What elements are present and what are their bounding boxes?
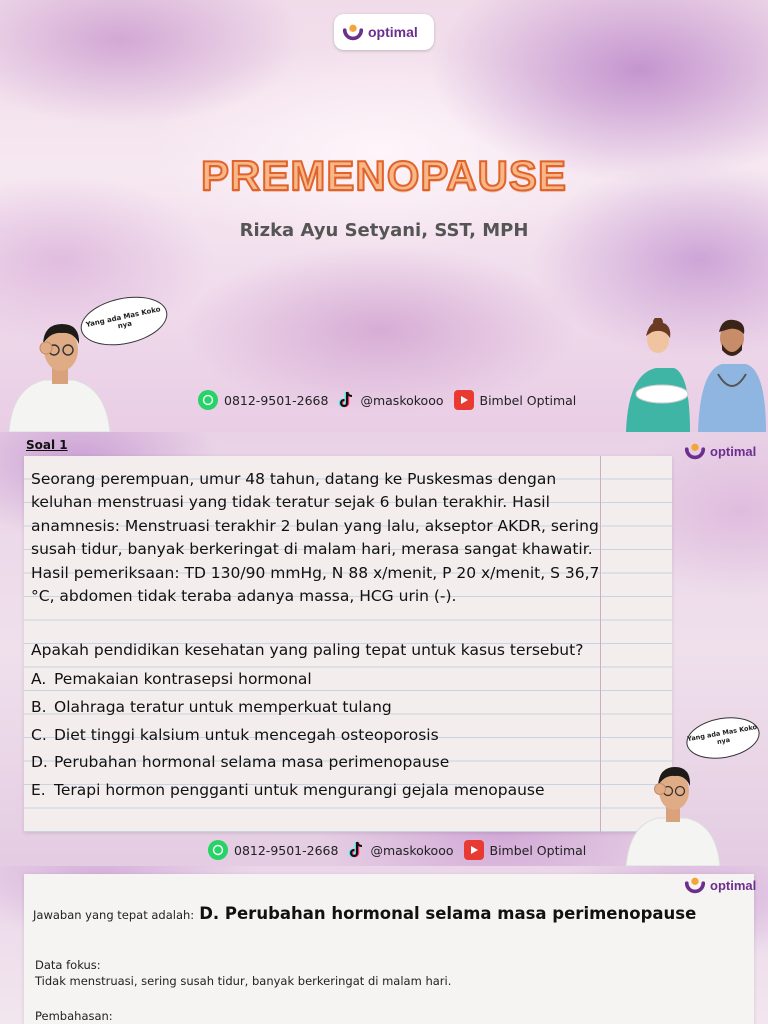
option-a[interactable]: A. Pemakaian kontrasepsi hormonal [31,670,312,688]
question-prompt: Apakah pendidikan kesehatan yang paling tepat untuk kasus tersebut? [31,641,584,659]
brand-logo [334,14,434,50]
phone-number: 0812-9501-2668 [234,842,339,858]
brand-name: optimal [368,24,418,40]
answer-lead-text: Jawaban yang tepat adalah: [33,908,195,922]
youtube-channel: Bimbel Optimal [489,842,587,858]
option-d[interactable]: D. Perubahan hormonal selama masa perimenopause [31,753,450,772]
focus-data-text: Tidak menstruasi, sering susah tidur, banyak berkeringat di malam hari. [35,974,452,988]
title-slide [0,0,768,432]
option-c[interactable]: C. Diet tinggi kalsium untuk mencegah osteoporosis [31,725,439,744]
page-title: PREMENOPAUSE [201,152,567,199]
contact-bar [198,390,580,410]
speech-bubble: Yang ada Mas Koko nya [76,289,172,352]
speech-bubble: Yang ada Mas Koko nya [683,712,763,764]
youtube-icon [464,840,484,860]
tiktok-handle: @maskokooo [370,842,454,858]
answer-text: D. Perubahan hormonal selama masa perimenopause [199,904,697,923]
answer-slide [0,866,768,1024]
contact-bar [208,840,590,860]
option-e[interactable]: E. Terapi hormon pengganti untuk mengurangi gejala menopause [31,781,545,800]
presenter-illustration [4,318,114,432]
optimal-logo-icon [684,874,706,896]
whatsapp-icon [208,840,228,860]
brand-name: optimal [710,443,757,459]
presenter-illustration [622,762,722,866]
answer-options [31,666,631,805]
question-number: Soal 1 [26,438,68,452]
brand-name: optimal [710,877,757,893]
brand-logo [676,870,768,900]
tiktok-handle: @maskokooo [360,392,444,408]
author-name: Rizka Ayu Setyani, SST, MPH [239,220,529,241]
answer-paper [24,874,757,1024]
tiktok-icon [338,391,354,409]
option-b[interactable]: B. Olahraga teratur untuk memperkuat tulang [31,697,392,716]
whatsapp-icon [198,390,218,410]
youtube-icon [454,390,474,410]
discussion-label: Pembahasan: [35,1009,113,1023]
case-description: Seorang perempuan, umur 48 tahun, datang ke Puskesmas dengan keluhan menstruasi yang tidak teratur sejak 6 bulan terakhir. Hasil anamnesis: Menstruasi terakhir 2 bulan yang lalu, akseptor AKDR, sering susah tidur, banyak berkeringat di malam hari, merasa sangat khawatir. Hasil pemeriksaan: TD 130/90 mmHg, N 88 x/menit, P 20 x/menit, S 36,7 °C, abdomen tidak teraba adanya massa, HCG urin (-). [31,470,600,606]
question-slide [0,432,768,866]
brand-logo [676,436,768,466]
tiktok-icon [348,841,364,859]
optimal-logo-icon [342,21,364,43]
phone-number: 0812-9501-2668 [224,392,329,408]
correct-answer [33,904,696,923]
optimal-logo-icon [684,440,706,462]
medical-staff-illustration [622,318,768,432]
focus-data-label: Data fokus: [35,958,101,972]
youtube-channel: Bimbel Optimal [479,392,577,408]
